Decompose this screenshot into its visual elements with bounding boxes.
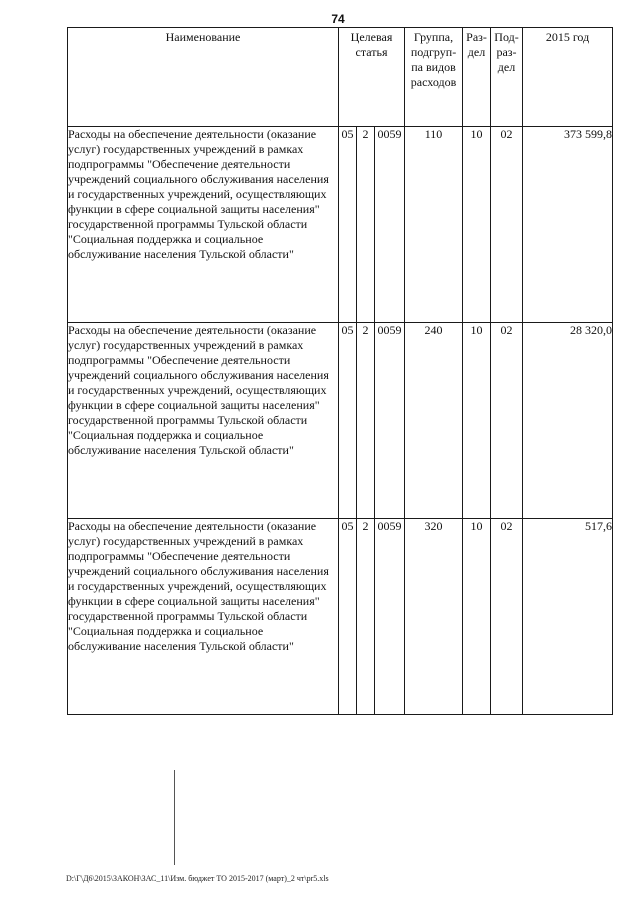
- row-code-b: 2: [357, 323, 375, 519]
- row-section: 10: [463, 323, 491, 519]
- row-code-b: 2: [357, 127, 375, 323]
- row-name: Расходы на обеспечение деятельности (оказание услуг) государственных учреждений в рамках подпрограммы "Обеспечение деятельности учреждений социального обслуживания населения и государственных учреждений, осуществляющих функции в сфере социальной защиты населения" государственной программы Тульской области "Социальная поддержка и социальное обслуживание населения Тульской области": [68, 127, 339, 323]
- file-path-footer: D:\Г\Д6\2015\ЗАКОН\ЗАС_11\Изм. бюджет ТО 2015-2017 (март)_2 чт\pr5.xls: [66, 874, 329, 883]
- row-group: 110: [405, 127, 463, 323]
- row-name: Расходы на обеспечение деятельности (оказание услуг) государственных учреждений в рамках подпрограммы "Обеспечение деятельности учреждений социального обслуживания населения и государственных учреждений, осуществляющих функции в сфере социальной защиты населения" государственной программы Тульской области "Социальная поддержка и социальное обслуживание населения Тульской области": [68, 323, 339, 519]
- row-amount: 517,6: [523, 519, 613, 715]
- row-section: 10: [463, 127, 491, 323]
- header-subsection: Под-раз-дел: [491, 28, 523, 127]
- row-subsection: 02: [491, 127, 523, 323]
- scan-artifact-line: [174, 770, 175, 865]
- row-code-a: 05: [339, 323, 357, 519]
- header-year: 2015 год: [523, 28, 613, 127]
- row-code-b: 2: [357, 519, 375, 715]
- table-row: [68, 519, 613, 715]
- row-group: 320: [405, 519, 463, 715]
- page-number: 74: [331, 12, 345, 26]
- row-amount: 373 599,8: [523, 127, 613, 323]
- row-code-c: 0059: [375, 519, 405, 715]
- row-section: 10: [463, 519, 491, 715]
- table-row: [68, 127, 613, 323]
- header-section: Раз-дел: [463, 28, 491, 127]
- row-group: 240: [405, 323, 463, 519]
- table-row: [68, 323, 613, 519]
- row-subsection: 02: [491, 519, 523, 715]
- header-group: Группа, подгруп-па видов расходов: [405, 28, 463, 127]
- row-code-a: 05: [339, 519, 357, 715]
- header-target-article: Целевая статья: [339, 28, 405, 127]
- row-code-c: 0059: [375, 127, 405, 323]
- row-name: Расходы на обеспечение деятельности (оказание услуг) государственных учреждений в рамках подпрограммы "Обеспечение деятельности учреждений социального обслуживания населения и государственных учреждений, осуществляющих функции в сфере социальной защиты населения" государственной программы Тульской области "Социальная поддержка и социальное обслуживание населения Тульской области": [68, 519, 339, 715]
- budget-table: [67, 27, 613, 715]
- row-amount: 28 320,0: [523, 323, 613, 519]
- row-code-c: 0059: [375, 323, 405, 519]
- row-subsection: 02: [491, 323, 523, 519]
- header-name: Наименование: [68, 28, 339, 127]
- row-code-a: 05: [339, 127, 357, 323]
- table-header-row: [68, 28, 613, 127]
